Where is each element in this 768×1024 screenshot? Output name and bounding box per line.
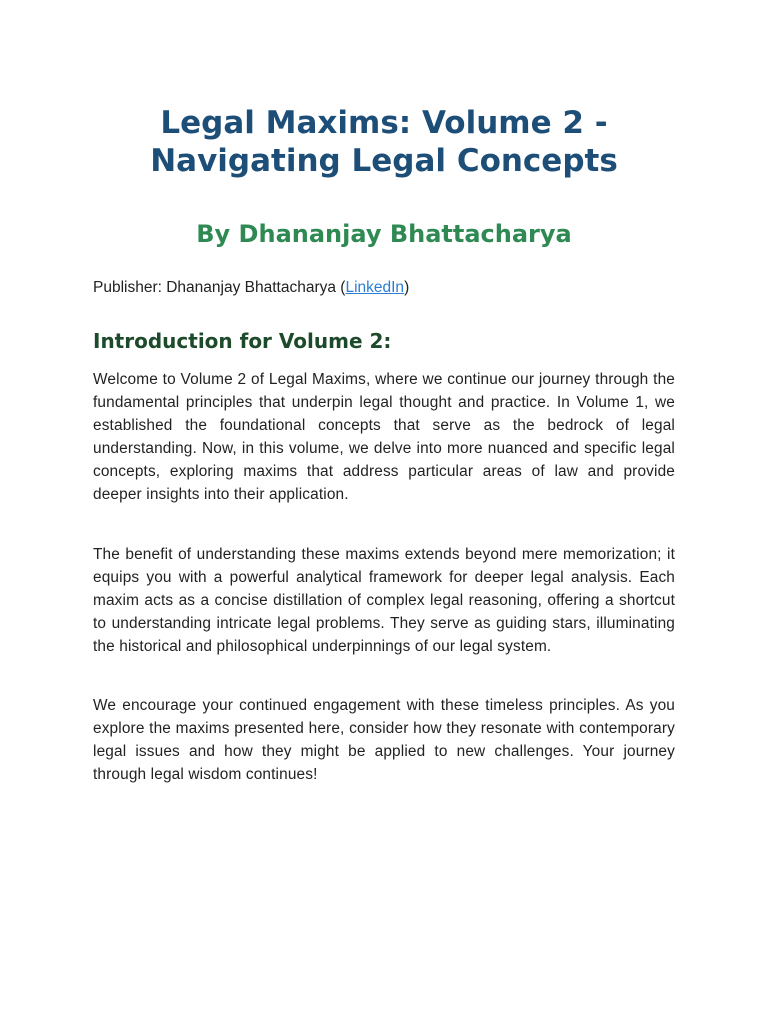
author-byline: By Dhananjay Bhattacharya [196,220,572,248]
publisher-prefix: Publisher: Dhananjay Bhattacharya ( [93,279,346,296]
paragraph-3: We encourage your continued engagement with these timeless principles. As you explore the maxims presented here, consider how they resonate with contemporary legal issues and how they might be applied to new challenges. Your journey through legal wisdom continues! [93,697,675,783]
section-heading: Introduction for Volume 2: [93,329,392,353]
document-title: Legal Maxims: Volume 2 - Navigating Legal Concepts [150,105,618,179]
paragraph-2: The benefit of understanding these maxims extends beyond mere memorization; it equips you with a powerful analytical framework for deeper legal analysis. Each maxim acts as a concise distillation of complex legal reasoning, offering a shortcut to understanding intricate legal problems. They serve as guiding stars, illuminating the historical and philosophical underpinnings of our legal system. [93,546,675,655]
publisher-suffix: ) [404,279,410,296]
linkedin-link[interactable]: LinkedIn [345,279,405,296]
publisher-line [93,277,409,299]
paragraph-1: Welcome to Volume 2 of Legal Maxims, where we continue our journey through the fundamental principles that underpin legal thought and practice. In Volume 1, we established the foundational concepts that serve as the bedrock of legal understanding. Now, in this volume, we delve into more nuanced and specific legal concepts, exploring maxims that address particular areas of law and provide deeper insights into their application. [93,371,675,503]
